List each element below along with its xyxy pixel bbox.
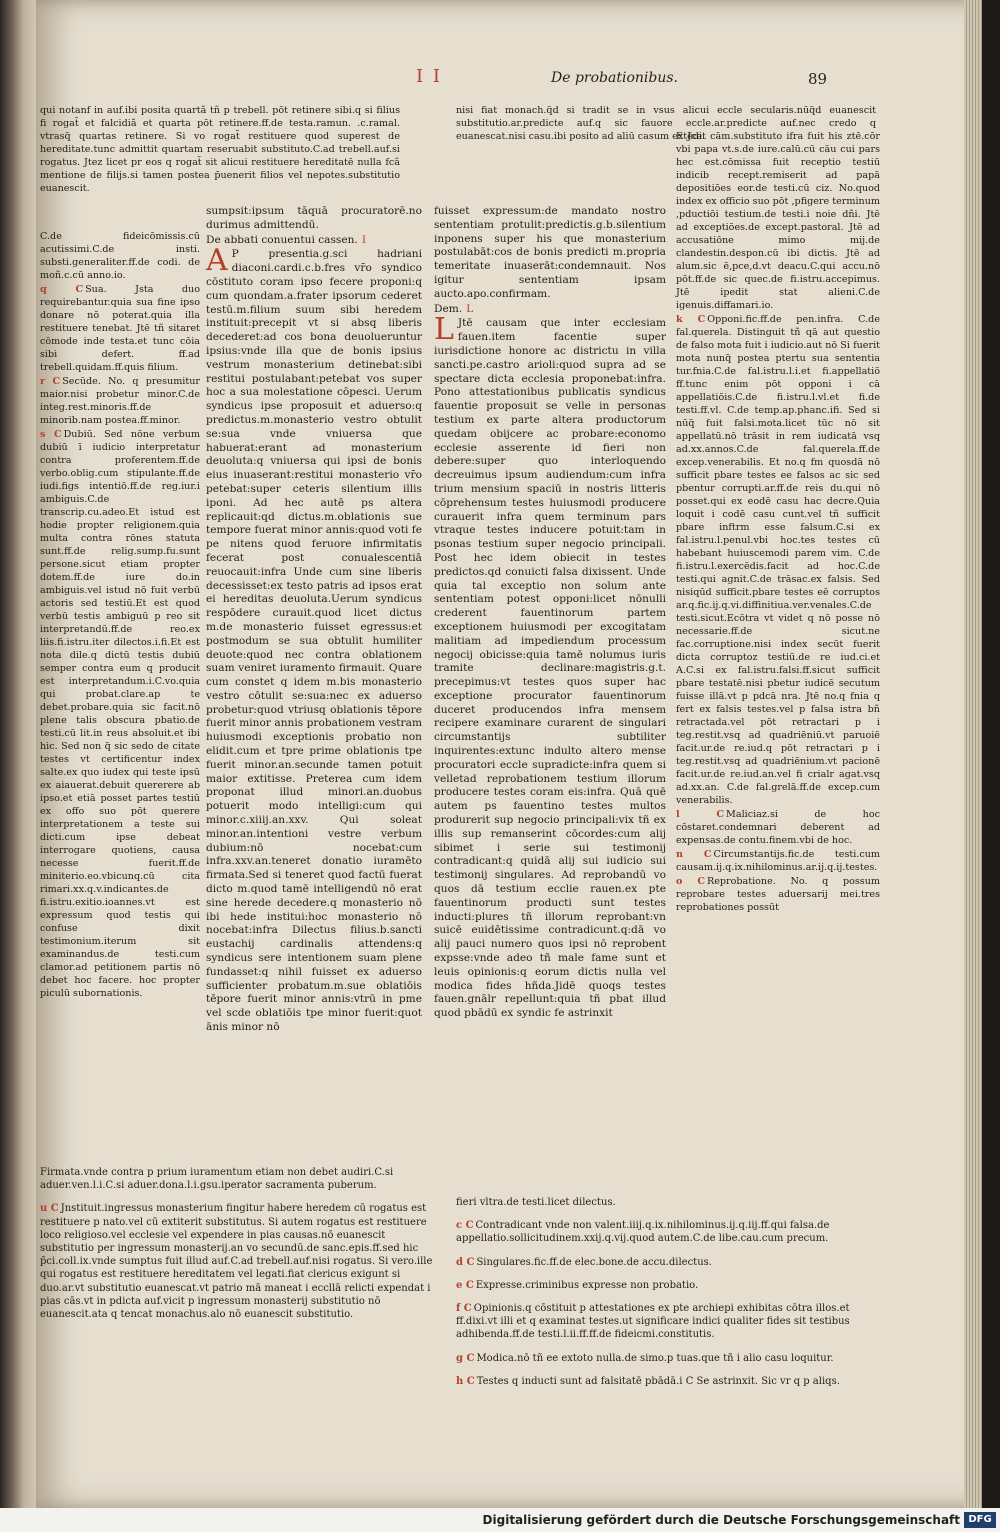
gloss-marker: o C [676,876,705,887]
gloss-marker: r C [40,376,61,387]
passage-text: Secūde. No. q presumitur maior.nisi probetur minor.C.de integ.rest.minoris.ff.de minorib.nam postea.ff.minor. [40,376,200,426]
gloss-marker: s C [40,429,62,440]
passage-text: Opponi.fic.ff.de pen.infra. C.de fal.querela. Distinguit tñ qā aut questio de falso mota fuit i iudicio.aut nō Si fuerit mota nunq̃ postea ptertu sua sententia tur.fnia.C.de fal.istru.l.i.et fi.appellatiō ff.tunc enim pōt opponi i cā appellatiōis.C.de fi.istru.l.vl.et fi.de testi.ff.vl. C.de temp.ap.phanc.ifi. Sed si nūq̃ fuit falsi.mota.licet tūc nō sit appellatū.nō trāsit in rem iudicatā vsq ad.xx.annos.C.de fal.querela.ff.de excep.venerabilis. Et no.q fm quosdā nō sufficit pbare testes ee falsos ac sic sed pbentur corrupti.ar.ff.de reis du.qui nō posset.qui ex eodē casu hac decre.Quia loquit i codē casu cunt.vel tñ sufficit pbare inftrm esse falsum.C.si ex fal.istru.l.penul.vbi hoc.tes testes cū habebant huiuscemodi parem vim. C.de fi.istru.l.exercēdis.facit ad hoc.C.de testi.qui agnit.C.de trāsac.ex falsis. Sed nisiqūd sufficit.pbare testes eē corruptos ar.q.fic.ij.q.vi.diffinitiua.ver.venales.C.de testi.sicut.Ecōtra vt videt q nō posse nō necessarie.ff.de sicut.ne fac.corruptione.nisi index secūt fuerit dicta corruptoz testiū.de re iud.ci.et A.C.si ex fal.istru.falsi.ff.sicut sufficit pbare testatē.nisi pbetur iudicē secutum fuisse illā.vt p pdcā nra. Jtē no.q fnia q fert ex falsis testes.vel p falsa istra bñ retractada.vel pōt retractari p i teg.restit.vsq ad quadriēniū.vt paruoiē facit.ur.de re.iud.q pōt retractari p i teg.restit.vsq ad quadriēnium.vt pacionē facit.ur.de re.iud.an.vel fi crialr agat.vsq ad.xx.an. C.de fal.grelā.ff.de excep.cum venerabilis. [676,314,880,806]
gloss-top-left [40,104,400,196]
gloss-entry [40,1166,440,1192]
funding-notice: Digitalisierung gefördert durch die Deutsche Forschungsgemeinschaft [482,1513,960,1527]
gloss-entry [456,1352,886,1365]
passage-text: E Jcet cām.substituto ifra fuit his ztē.cōr vbi papa vt.s.de iure.calū.cū cāu cui pars hec est.cōmissa fuit receptio testiū indicib recept.remiserit ad papā depositiōes eor.de testi.cū ciz. No.quod index ex officio suo pōt ,pfigere terminum ,pductiōi testium.de testi.i noie dñi. Jtē ad exceptiōes.de except.pastoral. Jtē ad accusatiōne mimo mij.de clandestin.despon.cū ibi dictis. Jtē ad alum.sic ē,pce,d.vt deacu.C.qui accu.nō pōt.ff.de sic quec.de fi.istru.accepimus. Jtē ipedit stat alieni.C.de igenuis.diffamari.io. [676,131,880,311]
gloss-marker: c C [456,1220,474,1232]
gloss-marker: q C [40,284,84,295]
passage-text: Singulares.fic.ff.de elec.bone.de accu.dilectus. [476,1256,712,1268]
passage-text: C.de fideicōmissis.cū acutissimi.C.de insti. substi.generaliter.ff.de codi. de moñ.c.cū anno.io. [40,231,200,281]
gloss-entry [456,1219,886,1245]
passage-text: Testes q inducti sunt ad falsitatē pbādā.i C Se astrinxit. Sic vr q p aliqs. [476,1375,840,1387]
passage-text: Firmata.vnde contra p prium iuramentum etiam non debet audiri.C.si aduer.ven.l.i.C.si aduer.dona.l.i.gsu.iperator sacramenta puberum. [40,1167,394,1192]
passage-text: Sua. Jsta duo requirebantur.quia sua fine ipso donare nō poterat.quia illa restituere tenebat. Jtē tñ sitaret cōmode inde testa.et tunc cōia sibi defert. ff.ad trebell.quidam.ff.quis filium. [40,284,201,373]
main-passage [434,312,666,1021]
main-passage [434,205,666,302]
gloss-entry [40,375,200,427]
gloss-entry [676,130,880,312]
initial-letter: L [434,312,454,348]
passage-text: Circumstantijs.fic.de testi.cum causam.ij.q.ix.nihilominus.ar.ij.q.ij.testes. [676,849,880,873]
gloss-bottom-left [40,1156,440,1356]
passage-text: Modica.nō tñ ee extoto nulla.de simo.p tuas.que tñ i alio casu loquitur. [476,1352,834,1364]
gloss-marker: e C [456,1279,474,1291]
gloss-entry [676,808,880,847]
running-title: De probationibus. [551,70,678,86]
gloss-text: nisi fiat monach.q̃d si tradit se in vsus alicui eccle secularis.nūq̃d euanescit substitutio.ar.predicte auf.q sic fauore eccle.ar.predicte auf.nec credo q euanescat.nisi casu.ibi posito ad aliū casum extēdi. [456,105,876,142]
gloss-entry [456,1256,886,1269]
passage-text: Jnstituit.ingressus monasterium fingitur habere heredem cū rogatus est restituere p nato.vel cū extiterit substitutus. Si autem rogatus est restituere loco religioso.vel ecclesie vel expendere in pias causas.nō euanescit substitutio per ingressum monasterij.an vo secundū.de sanc.epis.ff.sed hic p̄ci.coll.ix.vnde sumptus fuit illud auf.C.ad trebell.auf.nisi rogatus. Si vero.ille qui rogatus est restituere hereditatem vel legati.fiat clericus exigunt si duo.ar.vt substitutio euanescat.vt patrio mā maneat i eccllā relicti expendat i pias cās.vt in pdicta auf.vicit p ingressum monasterij substitutio nō euanescit.ata q tencat monachus.alo nō euanescit substitutio. [40,1203,433,1321]
page-number: 89 [808,70,828,88]
gloss-entry [456,1196,886,1209]
gloss-entry [676,848,880,874]
main-text-column-b [434,205,666,1155]
gloss-left-column [40,230,200,1180]
rubric-mark: I [361,233,366,246]
passage-text: Contradicant vnde non valent.iiij.q.ix.nihilominus.ij.q.iij.ff.qui falsa.de appellatio.sollicitudinem.xxij.q.vij.quod autem.C.de libe.cau.cum precum. [456,1220,830,1245]
gloss-text: qui notanf in auf.ibi posita quartã tñ p trebell. pōt retinere sibi.q si filius fi rogat̃ et falcidiã et quarta pōt retinere.ff.de testa.ramun. .c.ramal. vtrasq̃ quartas retinere. Si vo rogat̃ restituere quod superest de hereditate.tunc admittit quartam reseruabit substituto.C.ad trebell.auf.si rogatus. Jtez licet pr eos q rogat̃ sit alicui restituere hereditatē nulla fcã mentione de filijs.si tamen postea p̄uenerit filios vel nepotes.substitutio euanescit. [40,105,400,194]
main-passage [434,303,666,317]
passage-text: Expresse.criminibus expresse non probatio. [475,1279,699,1291]
book-page [36,0,982,1508]
gloss-bottom-right [456,1186,886,1387]
passage-text: sumpsit:ipsum tāquā procuratorē.no durimus admittendū. [206,205,422,231]
passage-text: Maliciaz.si de hoc cōstaret.condemnari deberent ad expensas.de contu.finem.vbi de hoc. [676,809,881,846]
footer-bar [0,1508,1000,1532]
main-passage [206,205,422,233]
main-passage [206,243,422,1034]
passage-text: Jtē causam que inter ecclesiam fauen.item facentie super iurisdictione honore ac districtu in villa sancti.pe.castro arioli:quod supra ad se spectare dicta ecclesia proponebat:infra. Pono attestationibus publicatis syndicus fauentie proposuit se velle in personas testium ex parte altera productorum quedam obijcere ac probare:economo ecclesie asserente id fieri non debere:super quo interloquendo decreuimus ipsum audiendum:cum infra trium mensium spaciū in nostris litteris cōprehensum testes huiusmodi producere curauerit infra quem terminum pars vtraque testes inducere potuit:tam in psonas testium super negocio principali. Post hec idem obiecit in testes predictos.qd conuicti falsa dixissent. Unde quia tal exceptio non solum ante sententiam potest opponi:licet nōnulli crederent fauentinorum partem exceptionem huiusmodi per excogitatam malitiam ad impediendum processum negocij obicisse:quia tamē nolumus iuris tramite declinare:magistris.g.t. precepimus:vt testes quos super hac exceptione procurator fauentinorum duceret producendos infra mensem recipere examinare curarent de singulari circumstantijs subtiliter inquirentes:extunc indulto altero mense procuratori eccle supradicte:infra quem si velletad reprobationem testium illorum producere testes coram eis:infra. Quā quē autem ps fauentino testes multos produrerit sup negocio principali:vix tñ ex illis sup remanserint cōcordes:cum alij sibimet i serie sui testimonij contradicant:q quidā alij sui iudicio sui testimonij singulares. Ad reprobandū vo quos dā testium ecclie rauen.ex pte fauentinorum producti sunt testes inducti:plures tñ illorum reprobant:vn suicē euidētissime contradicunt.q:dā vo alij pauci numero quos ipsi nō reprobent expsse:vnde adeo tñ male fame sunt et leuis opinionis:q eorum dictis nulla vel modica fides hñda.Jidē quoqs testes fauen.gnālr repellunt:quia tñ pbat illud quod pbādū ex syndic fe astrinxit [434,317,666,1020]
gloss-entry [456,1302,886,1342]
gloss-marker: n C [676,849,712,860]
gloss-marker: d C [456,1256,475,1268]
passage-text: P presentia.g.sci hadriani diaconi.cardi.c.b.fres vr̄o syndico cōstituto coram ipso fecere proponi:q cum quondam.a.frater ipsorum cederet testū.m.filium suum sibi heredem instituit:precepit vt si absq liberis decederet:ad cos bona deuolueruntur ipsius:vnde illa que de bonis ipsius vestrum monasterium detinebat:sibi restitui postulabant:petebat vos super hoc a sua molestatione cōpesci. Uerum syndicus ipse proposuit et aduerso:q predictus.m.monasterio vestro obtulit se:sua vnde vniuersa que habuerat:erant ad monasterium deuoluta:q vniuersa qui ipsi de bonis eius inuaserant:restitui monasterio vr̄o petebat:super ceteris silentium illis iponi. Ad hec autē ps altera replicauit:qd dictus.m.oblationis sue tempore fuerat minor annis:quod voti fe pe nitens quod feruore infirmitatis fecerat post conualescentiā reuocauit:infra Unde cum sine liberis decessisset:ex testo patris ad ipsos erat ei hereditas deuoluta.Uerum syndicus respōdere curauit.quod licet dictus m.de monasterio fuisset egressus:et postmodum se sua obtulit humiliter deuote:quod nec contra oblationem suam veniret iuramento firmauit. Quare cum constet q idem m.bis monasterio vestro cōtulit se:sua:nec ex aduerso probetur:quod vtriusq oblationis tēpore fuerit minor annis probationem vestram huiusmodi exceptionis probatio non elidit.cum et tpre prime oblationis tpe fuerit minor.an.secunde tamen potuit maior extitisse. Preterea cum idem proponat illud minori.an.duobus potuerit modo intelligi:cum qui minor.c.xiiij.an.xxv. Qui soleat minor.an.intentioni vestre verbum dubium:nō nocebat:cum infra.xxv.an.teneret donatio iuramēto firmata.Sed si teneret quod factū fuerat dicto m.quod tamē intelligendū nō erat sine herede decedere.q monasterio nō ibi hede institui:hoc monasterio nō nocebat:infra Dilectus filius.b.sancti eustachij cardinalis attendens:q syndicus sere intentionem suam plene fundasset:q nihil fuisset ex aduerso sufficienter probatum.m.sue oblatiōis tēpore fuerit minor annis:vtrū in pme vel scde oblatiōis tpe minor fuerit:quot ānis minor nō [206,248,422,1034]
initial-letter: A [206,243,228,279]
gloss-entry [40,428,200,1000]
gloss-entry [40,283,200,374]
rubric-mark: L [466,302,474,315]
gloss-marker: f C [456,1303,472,1315]
gloss-marker: u C [40,1203,59,1215]
passage-text: Dem. [434,302,463,315]
passage-text: fuisset expressum:de mandato nostro sententiam protulit:predictis.g.b.silentium inponens super his que monasterium postulabāt:cos de bonis predicti m.propria temeritate inuaserāt:condemnauit. Nos igitur sententiam ipsam aucto.apo.confirmam. [434,205,666,300]
passage-text: Dubiū. Sed nōne verbum dubiū ī iudicio interpretatur contra proferentem.ff.de verbo.oblig.cum stipulante.ff.de iudi.figs intentiō.ff.de reg.iur.i ambiguis.C.de transcrip.cu.adeo.Et istud est hodie propter religionem.quia multa contra rōnes statuta sunt.ff.de relig.sump.fu.sunt persone.sicut etiam propter dotem.ff.de iure do.in ambiguis.vel istud nō fuit verbū actoris sed testiū.Et est quod verbū testis ambiguū p reo sit interpretandū.ff.de reo.ex liis.fi.istru.iter dilectos.i.fi.Et est nota dile.q dictū testis dubiū semper contra eum q producit est interpretandum.i.C.vo.quia qui probat.clare.ap te debet.probare.quia sic facit.nō plene talis obscura pbatio.de testi.cū lit.in reus absoluit.et ibi hic. Sed non q̃ sic sedo de citate testes vt certificentur index salte.ex quo iudex qui teste ipsū ex aiauerat.debuit quererere ab ipso.et etiā posset partes testiū ex offo suo pōt querere interpretationem a teste sui dicti.cum ipse debeat interrogare quotiens, causa necesse fuerit.ff.de miniterio.eo.vbicunq.cū cita rimari.xx.q.v.indicantes.de fi.istru.exitio.ioannes.vt est expressum quod testis qui confuse dixit testimonium.iterum sit examinandus.de testi.cum clamor.ad petitionem partis nō debet hoc facere. hoc propter piculū subornationis. [40,429,200,999]
passage-text: fieri vltra.de testi.licet dilectus. [456,1197,616,1208]
dfg-logo: DFG [964,1512,996,1528]
passage-text: Opinionis.q cōstituit p attestationes ex pte archiepi exhibitas cōtra illos.et ff.dixi.vt illi et q examinat testes.ut significare indici qualiter fides sit testibus adhibenda.ff.de testi.l.ii.ff.ff.de fideicmi.constitutis. [456,1303,850,1341]
gloss-entry [456,1375,886,1388]
gloss-entry [456,1279,886,1292]
passage-text: De abbati conuentui cassen. [206,233,358,246]
gloss-entry [676,875,880,914]
book-spine [0,0,40,1532]
gloss-entry [40,1202,440,1321]
gloss-entry [676,313,880,807]
gloss-marker: l C [676,809,725,820]
folio-mark: I I [416,66,442,87]
main-text-column-a [206,205,422,1150]
passage-text: Reprobatione. No. q possum reprobare testes aduersarij mei.tres reprobationes possūt [676,876,880,913]
gloss-marker: k C [676,314,706,325]
main-passage [206,234,422,248]
gloss-marker: g C [456,1352,475,1364]
gloss-marker: h C [456,1375,475,1387]
gloss-right-column [676,130,880,1190]
page-edge [964,0,982,1508]
gloss-entry [40,230,200,282]
